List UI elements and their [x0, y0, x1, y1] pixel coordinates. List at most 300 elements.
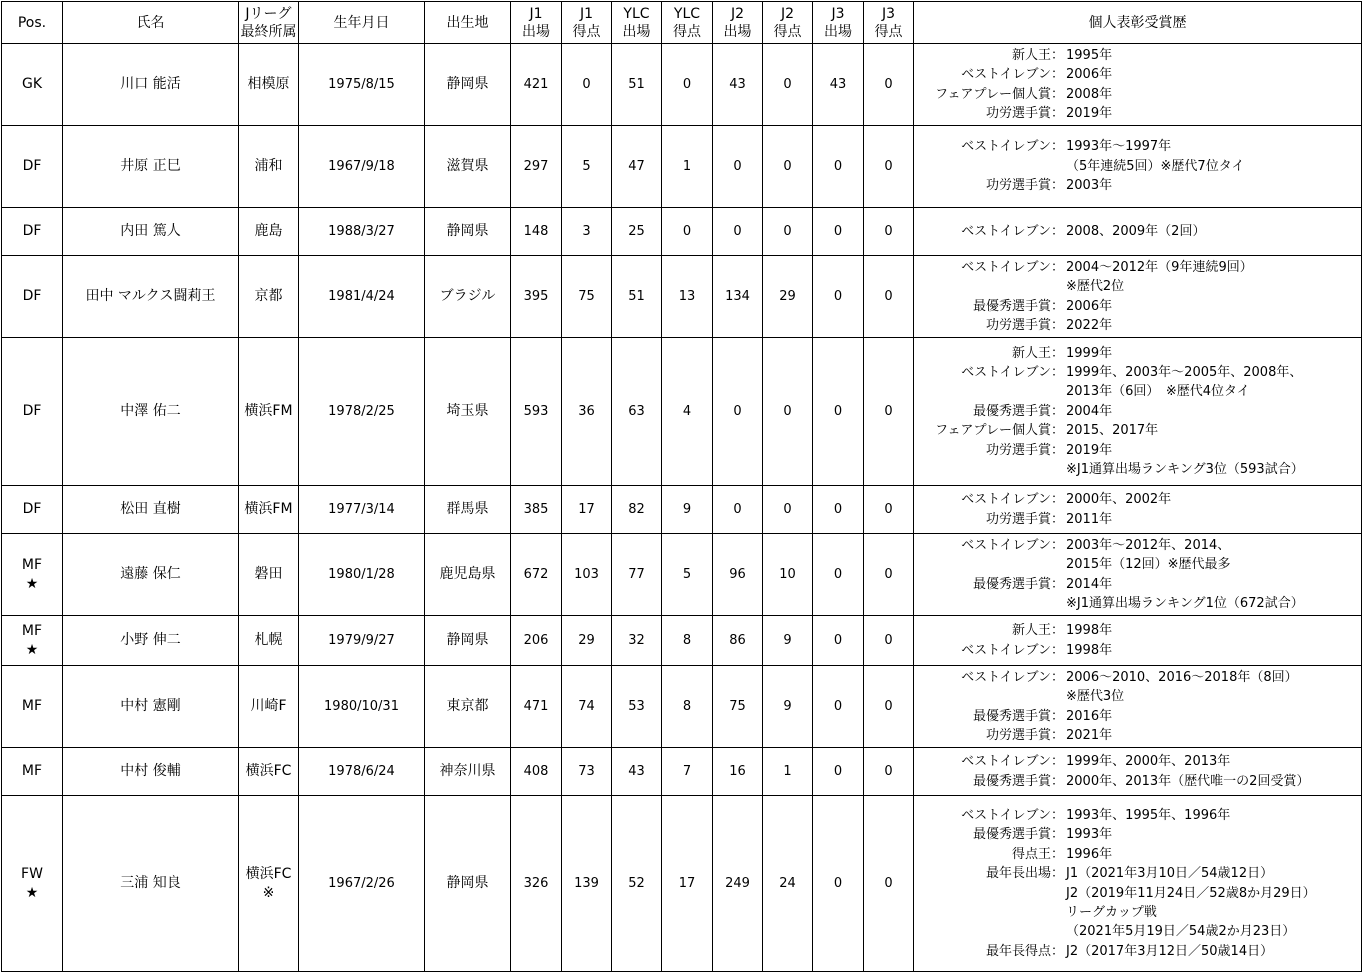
award-line: [914, 641, 1361, 660]
j3-goals-cell-text: 0: [884, 876, 893, 891]
award-line: [914, 382, 1361, 401]
ylc-apps-cell: [612, 208, 662, 256]
award-line: [914, 344, 1361, 363]
pos-cell: [2, 256, 63, 338]
j1-goals-cell-text: 75: [578, 289, 595, 304]
j3-goals-cell: [864, 208, 914, 256]
j1-apps-cell-text: 421: [523, 77, 549, 92]
j2-apps-cell-text: 0: [733, 502, 742, 517]
j1-apps-cell-text: 672: [523, 567, 549, 582]
ylc-apps-cell: [612, 534, 662, 616]
ylc-goals-cell: [662, 796, 713, 972]
table-row: [2, 126, 1362, 208]
award-value: 1993年: [1066, 827, 1113, 843]
award-label: 最優秀選手賞：: [972, 403, 1064, 419]
birthplace-cell: [425, 796, 511, 972]
name-cell: [63, 208, 239, 256]
pos-cell-text: DF: [22, 501, 42, 517]
j2-apps-cell: [713, 486, 763, 534]
ylc-apps-cell: [612, 126, 662, 208]
j1-goals-cell: [562, 796, 612, 972]
j3-goals-cell-text: 0: [884, 289, 893, 304]
j3-apps-cell: [813, 126, 864, 208]
j2-goals-cell: [763, 208, 813, 256]
j1-apps-cell-text: 408: [523, 764, 549, 779]
ylc-goals-cell-text: 5: [682, 567, 692, 582]
dob-cell-text: 1978/2/25: [328, 404, 395, 419]
pos-cell: [2, 208, 63, 256]
award-value: 2003年～2012年、2014、: [1066, 537, 1231, 553]
ylc-apps-cell-text: 43: [628, 764, 645, 779]
j1-apps-cell: [511, 666, 562, 748]
j2-apps-cell-text: 86: [729, 633, 746, 648]
ylc-apps-cell: [612, 796, 662, 972]
club-cell: [239, 534, 299, 616]
award-value: 2015年（12回）※歴代最多: [1066, 557, 1231, 573]
awards-cell: [914, 486, 1362, 534]
award-label: ベストイレブン：: [961, 223, 1064, 239]
club-cell: [239, 256, 299, 338]
pos-cell-text: DF: [22, 288, 42, 304]
club-cell: [239, 486, 299, 534]
j1-goals-cell-text: 36: [578, 404, 595, 419]
award-value: 2004～2012年（9年連続9回）: [1066, 259, 1253, 275]
award-label: ベストイレブン：: [961, 139, 1064, 155]
j1-goals-cell-text: 74: [578, 699, 595, 714]
club-cell-text: 札幌: [254, 632, 283, 648]
name-cell-text: 松田 直樹: [120, 501, 181, 517]
birthplace-cell-text: 群馬県: [446, 501, 489, 517]
award-line: [914, 942, 1361, 961]
j1-apps-cell-text: 385: [523, 502, 549, 517]
header-row: [2, 2, 1362, 44]
award-line: [914, 825, 1361, 844]
dob-cell-text: 1980/1/28: [328, 567, 395, 582]
award-line: [914, 864, 1361, 883]
award-line: [914, 922, 1361, 941]
award-line: [914, 402, 1361, 421]
birthplace-cell-text: 鹿児島県: [439, 566, 496, 582]
j2-apps-cell: [713, 616, 763, 666]
j3-goals-cell-text: 0: [884, 404, 893, 419]
birthplace-cell-text: 東京都: [446, 698, 489, 714]
birthplace-cell: [425, 338, 511, 486]
j1-goals-cell-text: 29: [578, 633, 595, 648]
j1-apps-cell: [511, 256, 562, 338]
star-mark: ★: [25, 575, 39, 592]
award-label: 最優秀選手賞：: [972, 298, 1064, 314]
award-value: 2015、2017年: [1066, 423, 1159, 439]
club-cell-text: 鹿島: [254, 223, 283, 239]
ylc-apps-cell-text: 63: [628, 404, 645, 419]
j3-apps-cell: [813, 338, 864, 486]
award-line: [914, 575, 1361, 594]
j3-goals-cell: [864, 44, 914, 126]
j1-goals-cell-text: 17: [578, 502, 595, 517]
j2-apps-cell: [713, 208, 763, 256]
award-label: 最優秀選手賞：: [972, 708, 1064, 724]
j2-goals-cell-text: 9: [783, 699, 792, 714]
award-label: [914, 903, 1064, 922]
j1-apps-cell-text: 593: [523, 404, 549, 419]
award-label: 最優秀選手賞：: [972, 773, 1064, 789]
dob-cell-text: 1988/3/27: [328, 224, 395, 239]
dob-cell: [299, 534, 425, 616]
award-value: 2022年: [1066, 317, 1113, 333]
j3-apps-cell-text: 0: [833, 567, 843, 582]
pos-cell-text: MF: [21, 698, 43, 714]
header-j2-goals: J2 得点: [763, 2, 813, 44]
birthplace-cell: [425, 534, 511, 616]
name-cell: [63, 486, 239, 534]
j1-goals-cell: [562, 338, 612, 486]
award-label: [914, 382, 1064, 401]
name-cell-text: 中澤 佑二: [120, 403, 181, 419]
j2-apps-cell: [713, 126, 763, 208]
award-line: [914, 845, 1361, 864]
name-cell: [63, 44, 239, 126]
name-cell: [63, 338, 239, 486]
award-value: 1999年、2003年～2005年、2008年、: [1066, 364, 1303, 380]
j3-goals-cell: [864, 126, 914, 208]
award-line: [914, 85, 1361, 104]
club-cell-text: 京都: [254, 288, 283, 304]
award-value: 2008、2009年（2回）: [1066, 223, 1206, 239]
dob-cell-text: 1977/3/14: [328, 502, 395, 517]
award-label: 功労選手賞：: [985, 727, 1064, 743]
ylc-goals-cell-text: 0: [682, 224, 692, 239]
header-club-line2: 最終所属: [240, 23, 297, 40]
birthplace-cell: [425, 44, 511, 126]
j2-goals-cell-text: 0: [783, 502, 792, 517]
name-cell: [63, 748, 239, 796]
club-cell: [239, 208, 299, 256]
pos-cell: [2, 748, 63, 796]
name-cell-text: 川口 能活: [120, 76, 181, 92]
j1-apps-cell: [511, 338, 562, 486]
name-cell-text: 小野 伸二: [120, 632, 181, 648]
j2-goals-cell: [763, 666, 813, 748]
birthplace-cell-text: 静岡県: [446, 875, 489, 891]
j2-apps-cell-text: 16: [729, 764, 746, 779]
club-cell: [239, 338, 299, 486]
j1-goals-cell: [562, 748, 612, 796]
j1-goals-cell-text: 103: [574, 567, 599, 582]
ylc-apps-cell: [612, 486, 662, 534]
pos-cell-text: MF: [21, 763, 43, 779]
j1-goals-cell-text: 0: [582, 77, 591, 92]
j1-apps-cell: [511, 44, 562, 126]
award-label: ベストイレブン：: [961, 364, 1064, 380]
j3-apps-cell: [813, 796, 864, 972]
club-cell-text: 浦和: [254, 158, 283, 174]
award-line: [914, 752, 1361, 771]
ylc-goals-cell-text: 8: [682, 699, 692, 714]
club-cell-text: 川崎F: [250, 698, 287, 714]
dob-cell-text: 1967/9/18: [328, 159, 395, 174]
birthplace-cell: [425, 208, 511, 256]
award-value: リーグカップ戦: [1066, 904, 1157, 920]
name-cell-text: 三浦 知良: [120, 875, 181, 891]
club-cell-text: 横浜FM: [244, 501, 293, 517]
name-cell-text: 田中 マルクス闘莉王: [85, 288, 216, 304]
awards-cell: [914, 796, 1362, 972]
birthplace-cell: [425, 256, 511, 338]
name-cell: [63, 256, 239, 338]
award-value: ※歴代3位: [1066, 689, 1125, 705]
j2-goals-cell-text: 24: [779, 876, 796, 891]
ylc-apps-cell: [612, 748, 662, 796]
name-cell-text: 内田 篤人: [120, 223, 181, 239]
club-cell: [239, 748, 299, 796]
header-awards: 個人表彰受賞歴: [914, 2, 1362, 44]
j1-goals-cell: [562, 44, 612, 126]
j1-goals-cell: [562, 208, 612, 256]
award-value: 2006年: [1066, 67, 1113, 83]
dob-cell: [299, 338, 425, 486]
award-line: [914, 536, 1361, 555]
birthplace-cell: [425, 486, 511, 534]
award-line: [914, 157, 1361, 176]
ylc-goals-cell-text: 0: [682, 77, 692, 92]
awards-cell: [914, 256, 1362, 338]
j2-goals-cell-text: 1: [783, 764, 792, 779]
award-label: [914, 884, 1064, 903]
table-row: [2, 616, 1362, 666]
j3-apps-cell: [813, 44, 864, 126]
j1-apps-cell-text: 297: [523, 159, 549, 174]
j3-apps-cell-text: 0: [833, 404, 843, 419]
birthplace-cell-text: ブラジル: [439, 288, 496, 304]
dob-cell-text: 1979/9/27: [328, 633, 395, 648]
award-line: [914, 222, 1361, 241]
award-label: ベストイレブン：: [961, 754, 1064, 770]
dob-cell: [299, 666, 425, 748]
birthplace-cell: [425, 616, 511, 666]
j3-goals-cell: [864, 616, 914, 666]
j2-goals-cell: [763, 616, 813, 666]
j2-goals-cell-text: 0: [783, 404, 792, 419]
header-dob: 生年月日: [299, 2, 425, 44]
j1-goals-cell: [562, 256, 612, 338]
award-label: [914, 277, 1064, 296]
ylc-goals-cell: [662, 256, 713, 338]
award-value: 1995年: [1066, 47, 1113, 63]
award-value: ※歴代2位: [1066, 279, 1125, 295]
award-line: [914, 297, 1361, 316]
j2-apps-cell: [713, 534, 763, 616]
award-label: ベストイレブン：: [961, 537, 1064, 553]
j1-goals-cell: [562, 486, 612, 534]
j2-apps-cell-text: 0: [733, 159, 742, 174]
pos-cell-text: GK: [21, 76, 43, 92]
j3-apps-cell-text: 0: [833, 633, 843, 648]
ylc-goals-cell: [662, 126, 713, 208]
ylc-goals-cell-text: 17: [678, 876, 696, 891]
award-label: 最年長得点：: [985, 943, 1064, 959]
name-cell: [63, 796, 239, 972]
award-label: ベストイレブン：: [961, 669, 1064, 685]
awards-cell: [914, 126, 1362, 208]
pos-cell-text: MF: [21, 622, 43, 639]
j3-goals-cell: [864, 338, 914, 486]
award-value: 1999年、2000年、2013年: [1066, 754, 1231, 770]
ylc-apps-cell: [612, 44, 662, 126]
dob-cell: [299, 256, 425, 338]
awards-cell: [914, 44, 1362, 126]
j2-apps-cell: [713, 44, 763, 126]
club-cell-text: 相模原: [247, 76, 290, 92]
header-pos: Pos.: [2, 2, 63, 44]
award-label: [914, 922, 1064, 941]
star-mark: ★: [25, 641, 39, 658]
name-cell: [63, 126, 239, 208]
awards-cell: [914, 666, 1362, 748]
pos-cell: [2, 486, 63, 534]
name-cell: [63, 616, 239, 666]
club-cell-text: 横浜FC: [245, 865, 292, 882]
j2-apps-cell-text: 0: [733, 404, 742, 419]
j2-apps-cell-text: 75: [729, 699, 746, 714]
birthplace-cell-text: 埼玉県: [446, 403, 489, 419]
award-line: [914, 421, 1361, 440]
award-label: 新人王：: [1011, 47, 1064, 63]
j3-goals-cell-text: 0: [884, 159, 893, 174]
name-cell-text: 遠藤 保仁: [120, 566, 181, 582]
j2-apps-cell: [713, 748, 763, 796]
name-cell: [63, 666, 239, 748]
j1-apps-cell-text: 395: [523, 289, 549, 304]
j3-apps-cell-text: 43: [829, 77, 847, 92]
award-label: [914, 594, 1064, 613]
j2-goals-cell-text: 29: [779, 289, 796, 304]
j2-goals-cell-text: 9: [783, 633, 792, 648]
award-label: ベストイレブン：: [961, 807, 1064, 823]
award-value: 1999年: [1066, 345, 1113, 361]
j1-apps-cell: [511, 796, 562, 972]
j3-goals-cell-text: 0: [884, 633, 893, 648]
award-label: フェアプレー個人賞：: [935, 86, 1064, 102]
j3-goals-cell: [864, 666, 914, 748]
dob-cell: [299, 208, 425, 256]
j3-apps-cell: [813, 534, 864, 616]
ylc-goals-cell: [662, 338, 713, 486]
ylc-apps-cell-text: 77: [628, 567, 645, 582]
j1-apps-cell-text: 148: [523, 224, 549, 239]
pos-cell: [2, 616, 63, 666]
award-value: 2004年: [1066, 403, 1113, 419]
j3-goals-cell-text: 0: [884, 77, 893, 92]
j2-goals-cell: [763, 44, 813, 126]
award-label: ベストイレブン：: [961, 67, 1064, 83]
award-label: 最年長出場：: [985, 866, 1064, 882]
name-cell-text: 井原 正巳: [120, 158, 181, 174]
j3-goals-cell: [864, 486, 914, 534]
club-cell: [239, 616, 299, 666]
award-line: [914, 277, 1361, 296]
award-value: （5年連続5回）※歴代7位タイ: [1066, 158, 1245, 174]
header-name: 氏名: [63, 2, 239, 44]
j3-apps-cell: [813, 486, 864, 534]
j3-apps-cell-text: 0: [833, 289, 843, 304]
award-line: [914, 884, 1361, 903]
j3-apps-cell: [813, 748, 864, 796]
j2-apps-cell: [713, 338, 763, 486]
club-cell-text: 磐田: [254, 566, 283, 582]
dob-cell: [299, 796, 425, 972]
ylc-apps-cell-text: 53: [628, 699, 645, 714]
ylc-apps-cell: [612, 256, 662, 338]
j2-goals-cell: [763, 338, 813, 486]
ylc-goals-cell: [662, 44, 713, 126]
j2-goals-cell: [763, 486, 813, 534]
j1-goals-cell-text: 5: [582, 159, 591, 174]
award-label: 功労選手賞：: [985, 442, 1064, 458]
award-value: 2021年: [1066, 727, 1113, 743]
dob-cell-text: 1981/4/24: [328, 289, 395, 304]
award-value: 2013年（6回） ※歴代4位タイ: [1066, 384, 1250, 400]
pos-cell: [2, 796, 63, 972]
birthplace-cell-text: 静岡県: [446, 632, 489, 648]
j1-goals-cell: [562, 616, 612, 666]
j1-goals-cell: [562, 126, 612, 208]
birthplace-cell-text: 静岡県: [446, 223, 489, 239]
dob-cell-text: 1975/8/15: [328, 77, 395, 92]
dob-cell: [299, 748, 425, 796]
award-label: 功労選手賞：: [985, 105, 1064, 121]
ylc-apps-cell-text: 51: [628, 289, 645, 304]
club-cell: [239, 126, 299, 208]
club-cell-text: 横浜FM: [244, 403, 293, 419]
award-value: 2000年、2013年（歴代唯一の2回受賞）: [1066, 773, 1310, 789]
awards-cell: [914, 338, 1362, 486]
award-value: ※J1通算出場ランキング1位（672試合）: [1066, 595, 1304, 611]
award-line: [914, 687, 1361, 706]
players-table: [1, 1, 1362, 972]
j3-goals-cell-text: 0: [884, 764, 893, 779]
j2-goals-cell: [763, 126, 813, 208]
j2-goals-cell-text: 0: [783, 159, 792, 174]
j1-apps-cell-text: 206: [523, 633, 549, 648]
award-value: 1993年～1997年: [1066, 139, 1172, 155]
award-label: 功労選手賞：: [985, 511, 1064, 527]
award-line: [914, 726, 1361, 745]
award-label: 功労選手賞：: [985, 317, 1064, 333]
j3-goals-cell: [864, 748, 914, 796]
j3-goals-cell-text: 0: [884, 224, 893, 239]
j3-apps-cell: [813, 666, 864, 748]
j2-goals-cell-text: 0: [783, 77, 792, 92]
j3-apps-cell-text: 0: [833, 224, 843, 239]
award-value: 2019年: [1066, 442, 1113, 458]
club-cell: [239, 666, 299, 748]
awards-cell: [914, 208, 1362, 256]
birthplace-cell: [425, 748, 511, 796]
award-label: 得点王：: [1011, 846, 1064, 862]
ylc-apps-cell: [612, 338, 662, 486]
table-row: [2, 796, 1362, 972]
awards-cell: [914, 616, 1362, 666]
award-value: ※J1通算出場ランキング3位（593試合）: [1066, 462, 1304, 478]
award-label: 新人王：: [1011, 345, 1064, 361]
header-place: 出生地: [425, 2, 511, 44]
award-line: [914, 65, 1361, 84]
table-row: [2, 256, 1362, 338]
ylc-apps-cell: [612, 616, 662, 666]
j2-goals-cell-text: 10: [779, 567, 796, 582]
award-line: [914, 46, 1361, 65]
j2-apps-cell: [713, 666, 763, 748]
